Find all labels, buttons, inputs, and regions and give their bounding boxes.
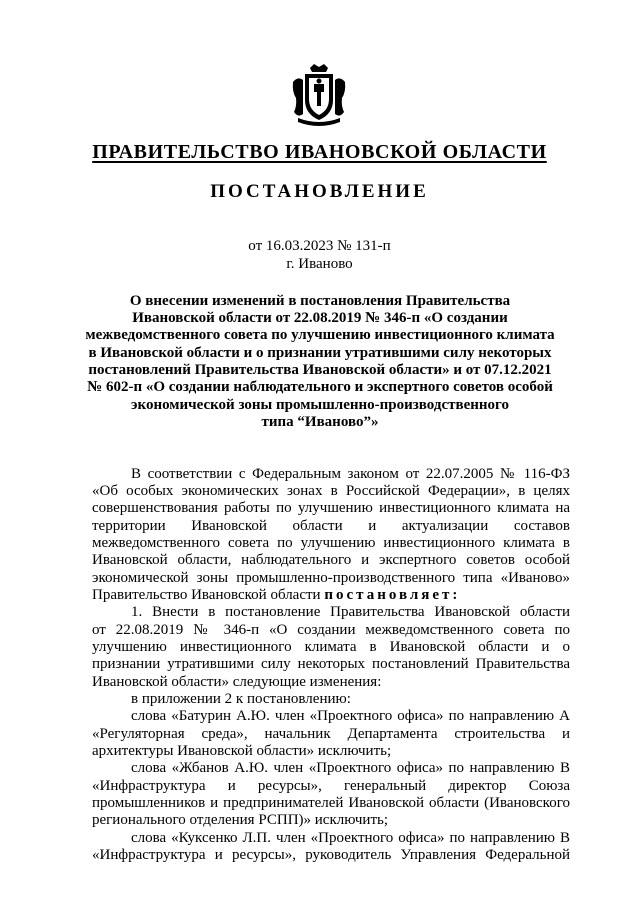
- body-line: совершенствования работы по улучшению инвестиционного климата на: [92, 500, 570, 516]
- body-line: «Инфраструктура и ресурсы», генеральный директор Союза: [92, 778, 570, 794]
- government-title: ПРАВИТЕЛЬСТВО ИВАНОВСКОЙ ОБЛАСТИ: [92, 141, 547, 163]
- subject-line: Ивановской области от 22.08.2019 № 346-п «О создании: [132, 310, 508, 326]
- body-line: промышленников и предпринимателей Ивановской области (Ивановского: [92, 795, 570, 811]
- body-line: Ивановской области, наблюдательного и экспертного советов особой: [92, 552, 570, 568]
- body-line: слова «Батурин А.Ю. член «Проектного офиса» по направлению А: [131, 708, 570, 724]
- subject-line: № 602-п «О создании наблюдательного и экспертного советов особой: [87, 379, 553, 395]
- subject-line: типа “Иваново”»: [261, 414, 379, 430]
- subject-line: экономической зоны промышленно-производственного: [131, 397, 509, 413]
- subject-line: О внесении изменений в постановления Правительства: [129, 293, 511, 309]
- body-line: «Регуляторная среда», начальник Департамента строительства и: [92, 726, 570, 742]
- resolves-word: постановляет:: [324, 587, 461, 603]
- body-line: слова «Жбанов А.Ю. член «Проектного офиса» по направлению В: [131, 760, 570, 776]
- body-line: территории Ивановской области и актуализации составов: [92, 518, 570, 534]
- body-line: «Об особых экономических зонах в Российской Федерации», в целях: [92, 483, 570, 499]
- body-line: Ивановской области» следующие изменения:: [92, 674, 382, 690]
- body-line: архитектуры Ивановской области» исключить;: [92, 743, 392, 759]
- body-line: [92, 587, 570, 604]
- body-line: В соответствии с Федеральным законом от 22.07.2005 № 116-ФЗ: [131, 466, 570, 482]
- body-line: улучшению инвестиционного климата в Ивановской области и о: [92, 639, 570, 655]
- body-line: экономической зоны промышленно-производственного типа «Иваново»: [92, 570, 570, 586]
- document-type: ПОСТАНОВЛЕНИЕ: [210, 181, 429, 202]
- body-line: регионального отделения РСПП)» исключить;: [92, 812, 389, 828]
- document-date-number: от 16.03.2023 № 131-п: [248, 238, 391, 254]
- body-line: 1. Внести в постановление Правительства Ивановской области: [131, 604, 570, 620]
- subject-line: в Ивановской области и о признании утратившими силу некоторых: [88, 345, 552, 361]
- body-line: признании утратившими силу некоторых постановлений Правительства: [92, 656, 570, 672]
- body-line: межведомственного совета по улучшению инвестиционного климата в: [92, 535, 570, 551]
- document-city: г. Иваново: [286, 256, 353, 272]
- body-line: слова «Куксенко Л.П. член «Проектного офиса» по направлению В: [131, 830, 570, 846]
- coat-of-arms-emblem: [290, 62, 348, 126]
- body-line-text: Правительство Ивановской области: [92, 587, 321, 603]
- body-line: от 22.08.2019 № 346-п «О создании межведомственного совета по: [92, 622, 570, 638]
- subject-line: постановлений Правительства Ивановской области» и от 07.12.2021: [88, 362, 552, 378]
- body-line: в приложении 2 к постановлению:: [131, 691, 351, 707]
- body-line: «Инфраструктура и ресурсы», руководитель Управления Федеральной: [92, 847, 570, 863]
- subject-line: межведомственного совета по улучшению инвестиционного климата: [85, 327, 555, 343]
